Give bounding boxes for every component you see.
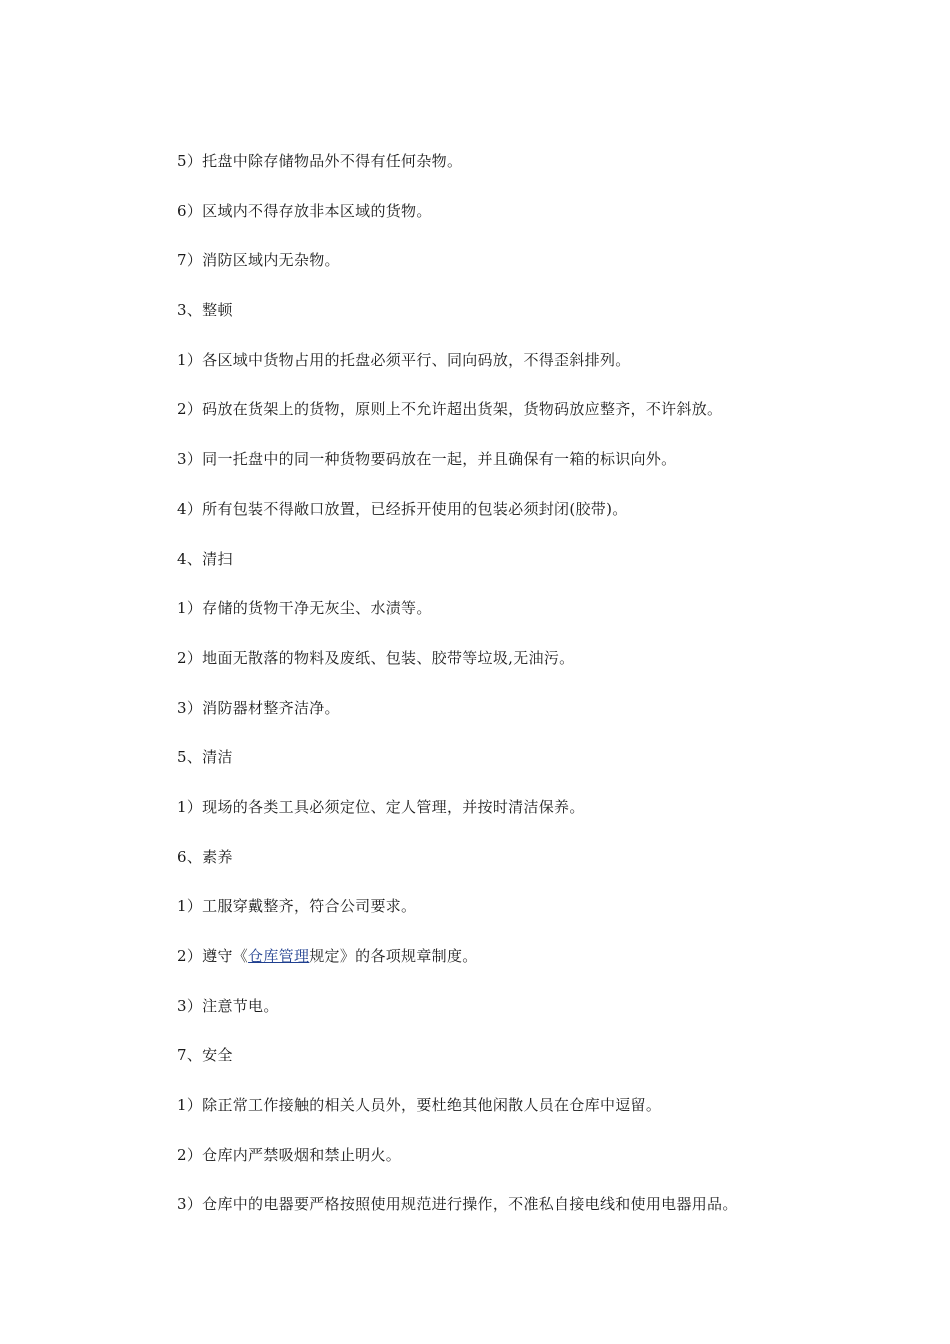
list-item: 3）仓库中的电器要严格按照使用规范进行操作，不准私自接电线和使用电器用品。 (177, 1195, 738, 1214)
list-item: 5）托盘中除存储物品外不得有任何杂物。 (177, 152, 463, 170)
list-item: 3）注意节电。 (177, 996, 279, 1015)
list-item: 2）地面无散落的物料及废纸、包装、胶带等垃圾,无油污。 (177, 648, 575, 667)
section-heading: 7、安全 (177, 1046, 233, 1065)
list-item: 6）区域内不得存放非本区域的货物。 (177, 201, 432, 220)
document-body (177, 149, 877, 1242)
list-item: 2）仓库内严禁吸烟和禁止明火。 (177, 1145, 402, 1164)
list-item: 1）除正常工作接触的相关人员外，要杜绝其他闲散人员在仓库中逗留。 (177, 1096, 662, 1115)
section-heading: 5、清洁 (177, 748, 233, 767)
list-item: 1）各区域中货物占用的托盘必须平行、同向码放，不得歪斜排列。 (177, 350, 631, 369)
link-suffix: 规定》的各项规章制度。 (309, 947, 478, 965)
list-item: 1）存储的货物干净无灰尘、水渍等。 (177, 599, 432, 618)
list-item: 3）同一托盘中的同一种货物要码放在一起，并且确保有一箱的标识向外。 (177, 450, 677, 469)
link-prefix: 2）遵守《 (177, 947, 249, 965)
section-heading: 6、素养 (177, 847, 233, 866)
list-item: 7）消防区域内无杂物。 (177, 251, 340, 270)
section-heading: 4、清扫 (177, 549, 233, 568)
list-item: 1）工服穿戴整齐，符合公司要求。 (177, 897, 417, 916)
list-item: 2）码放在货架上的货物，原则上不允许超出货架，货物码放应整齐，不许斜放。 (177, 400, 723, 419)
list-item: 4）所有包装不得敞口放置，已经拆开使用的包装必须封闭(胶带)。 (177, 499, 628, 518)
warehouse-management-link[interactable]: 仓库管理 (248, 947, 310, 965)
section-heading: 3、整顿 (177, 301, 233, 320)
list-item-with-link (177, 944, 877, 994)
list-item: 1）现场的各类工具必须定位、定人管理，并按时清洁保养。 (177, 797, 585, 816)
list-item: 3）消防器材整齐洁净。 (177, 698, 340, 717)
